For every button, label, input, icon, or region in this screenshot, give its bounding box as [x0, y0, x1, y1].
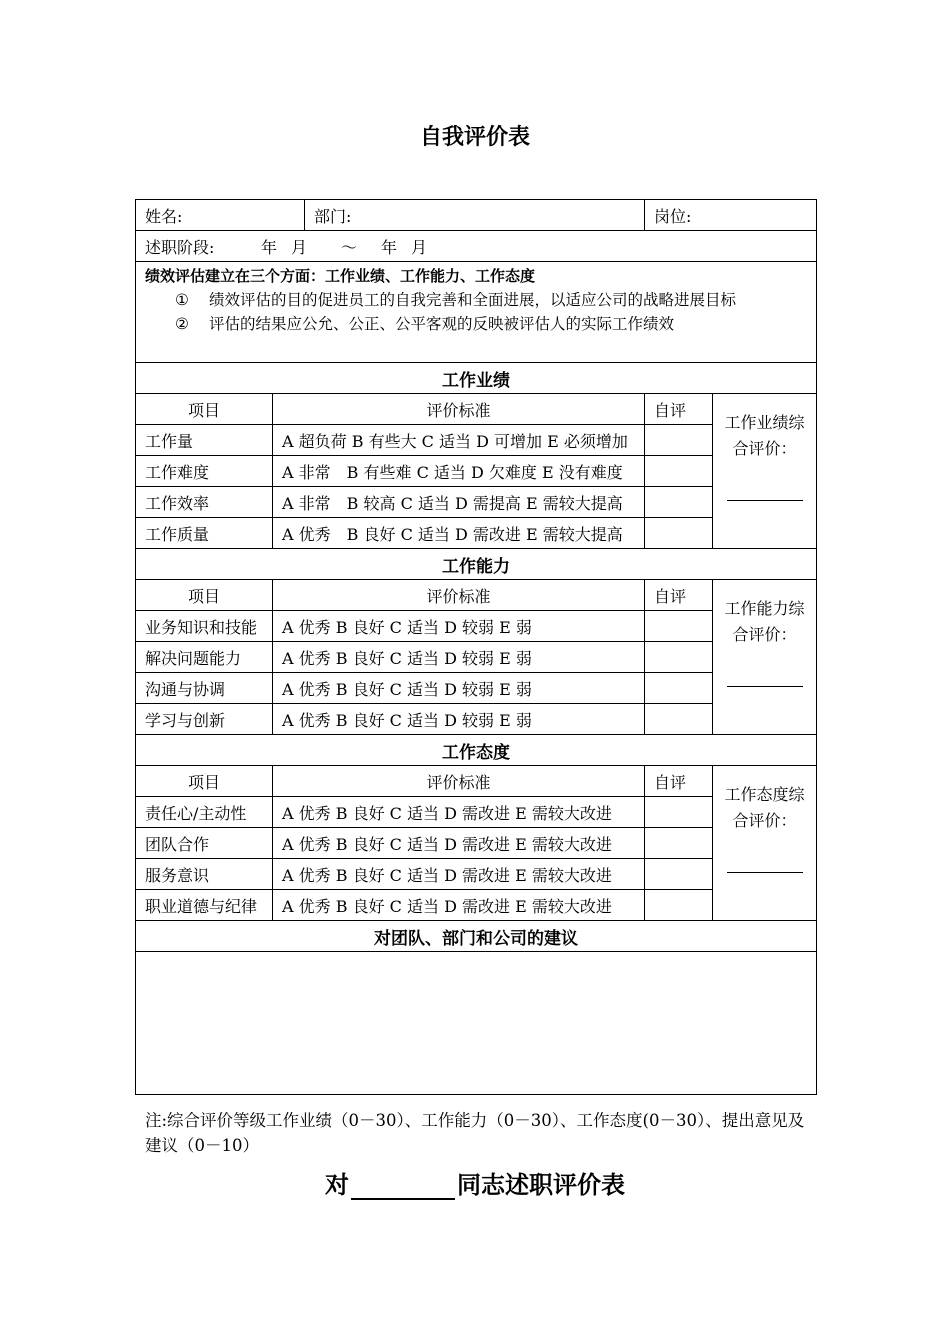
- self-score-cell[interactable]: [645, 828, 713, 859]
- criteria-standard: A 优秀 B 良好 C 适当 D 需改进 E 需较大改进: [273, 797, 645, 828]
- column-header-item: 项目: [136, 394, 273, 425]
- criteria-standard: A 超负荷 B 有些大 C 适当 D 可增加 E 必须增加: [273, 425, 645, 456]
- intro-item: [145, 288, 807, 312]
- performance-summary[interactable]: [713, 394, 817, 549]
- summary-blank[interactable]: [727, 858, 803, 873]
- period-year-end: 年: [381, 237, 398, 257]
- criteria-standard: A 非常 B 较高 C 适当 D 需提高 E 需较大提高: [273, 487, 645, 518]
- intro-item-number: ②: [175, 315, 189, 333]
- period-year-start: 年: [261, 237, 278, 257]
- column-header-item: 项目: [136, 580, 273, 611]
- suggestions-area[interactable]: [136, 952, 817, 1095]
- column-header-standard: 评价标准: [273, 766, 645, 797]
- section-title-attitude: 工作态度: [136, 735, 817, 766]
- criteria-standard: A 非常 B 有些难 C 适当 D 欠难度 E 没有难度: [273, 456, 645, 487]
- self-evaluation-table: [135, 199, 817, 1095]
- self-score-cell[interactable]: [645, 611, 713, 642]
- section-title-suggestions: 对团队、部门和公司的建议: [136, 921, 817, 952]
- criteria-item: 沟通与协调: [136, 673, 273, 704]
- criteria-standard: A 优秀 B 良好 C 适当 D 需改进 E 需较大改进: [273, 828, 645, 859]
- criteria-item: 团队合作: [136, 828, 273, 859]
- ability-summary[interactable]: [713, 580, 817, 735]
- next-form-title-prefix: 对: [325, 1171, 349, 1199]
- column-header-standard: 评价标准: [273, 394, 645, 425]
- self-score-cell[interactable]: [645, 518, 713, 549]
- post-label: 岗位:: [654, 206, 692, 226]
- criteria-standard: A 优秀 B 良好 C 适当 D 较弱 E 弱: [273, 642, 645, 673]
- criteria-item: 服务意识: [136, 859, 273, 890]
- intro-item-number: ①: [175, 291, 189, 309]
- intro-item-text: 评估的结果应公允、公正、公平客观的反映被评估人的实际工作绩效: [209, 315, 675, 333]
- intro-item-text: 绩效评估的目的促进员工的自我完善和全面进展，以适应公司的战略进展目标: [209, 291, 737, 309]
- section-title-ability: 工作能力: [136, 549, 817, 580]
- self-score-cell[interactable]: [645, 456, 713, 487]
- intro-item: [145, 312, 807, 336]
- column-header-self: 自评: [645, 766, 713, 797]
- criteria-standard: A 优秀 B 良好 C 适当 D 较弱 E 弱: [273, 673, 645, 704]
- criteria-standard: A 优秀 B 良好 C 适当 D 需改进 E 需较大提高: [273, 518, 645, 549]
- name-label: 姓名:: [145, 206, 183, 226]
- next-form-title-suffix: 同志述职评价表: [457, 1171, 625, 1199]
- period-field[interactable]: [136, 231, 817, 262]
- column-header-self: 自评: [645, 580, 713, 611]
- summary-label: 工作能力综合评价：: [724, 599, 805, 644]
- criteria-item: 工作量: [136, 425, 273, 456]
- criteria-item: 工作质量: [136, 518, 273, 549]
- scoring-note: 注:综合评价等级工作业绩（0－30）、工作能力（0－30）、工作态度(0－30）、提出意见及建议（0－10）: [145, 1111, 805, 1155]
- criteria-item: 解决问题能力: [136, 642, 273, 673]
- criteria-standard: A 优秀 B 良好 C 适当 D 较弱 E 弱: [273, 611, 645, 642]
- criteria-standard: A 优秀 B 良好 C 适当 D 需改进 E 需较大改进: [273, 859, 645, 890]
- criteria-item: 工作难度: [136, 456, 273, 487]
- period-month-start: 月: [291, 237, 308, 257]
- self-score-cell[interactable]: [645, 797, 713, 828]
- column-header-self: 自评: [645, 394, 713, 425]
- dept-label: 部门:: [314, 206, 352, 226]
- period-label: 述职阶段:: [145, 237, 215, 257]
- criteria-item: 工作效率: [136, 487, 273, 518]
- period-separator: ～: [341, 237, 358, 257]
- summary-blank[interactable]: [727, 486, 803, 501]
- criteria-item: 学习与创新: [136, 704, 273, 735]
- dept-field[interactable]: [305, 200, 645, 231]
- summary-label: 工作态度综合评价：: [724, 785, 805, 830]
- self-score-cell[interactable]: [645, 425, 713, 456]
- self-score-cell[interactable]: [645, 704, 713, 735]
- criteria-item: 职业道德与纪律: [136, 890, 273, 921]
- criteria-standard: A 优秀 B 良好 C 适当 D 较弱 E 弱: [273, 704, 645, 735]
- summary-blank[interactable]: [727, 672, 803, 687]
- period-month-end: 月: [411, 237, 428, 257]
- column-header-standard: 评价标准: [273, 580, 645, 611]
- criteria-item: 业务知识和技能: [136, 611, 273, 642]
- attitude-summary[interactable]: [713, 766, 817, 921]
- self-score-cell[interactable]: [645, 890, 713, 921]
- intro-block: [136, 262, 817, 363]
- name-field[interactable]: [136, 200, 305, 231]
- column-header-item: 项目: [136, 766, 273, 797]
- post-field[interactable]: [645, 200, 817, 231]
- page-title: 自我评价表: [419, 125, 530, 150]
- self-score-cell[interactable]: [645, 642, 713, 673]
- summary-label: 工作业绩综合评价：: [724, 413, 805, 458]
- colleague-name-blank[interactable]: [351, 1172, 455, 1200]
- self-score-cell[interactable]: [645, 859, 713, 890]
- self-score-cell[interactable]: [645, 673, 713, 704]
- next-form-title: [0, 1165, 950, 1200]
- criteria-standard: A 优秀 B 良好 C 适当 D 需改进 E 需较大改进: [273, 890, 645, 921]
- self-score-cell[interactable]: [645, 487, 713, 518]
- section-title-performance: 工作业绩: [136, 363, 817, 394]
- criteria-item: 责任心/主动性: [136, 797, 273, 828]
- intro-heading: 绩效评估建立在三个方面：工作业绩、工作能力、工作态度: [145, 267, 536, 285]
